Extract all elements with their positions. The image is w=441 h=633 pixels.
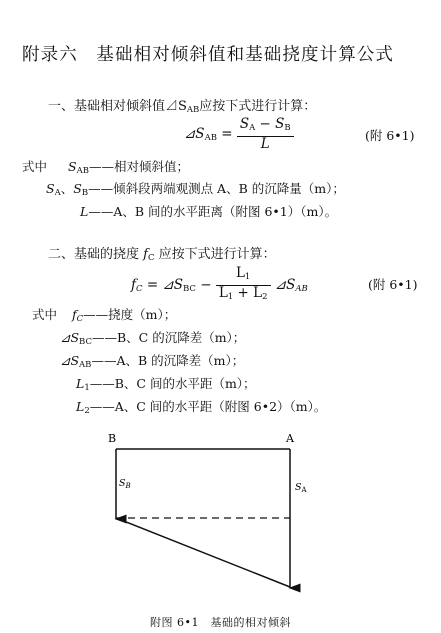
- page-title: 附录六 基础相对倾斜值和基础挠度计算公式: [22, 45, 394, 65]
- section1-heading-tail: 应按下式进行计算：: [199, 99, 317, 114]
- s2def1-dash: ——: [83, 307, 109, 322]
- formula1-denominator: L: [260, 136, 270, 152]
- figure-relative-tilt: [100, 430, 320, 602]
- def3-text: A、B 间的水平距离（附图 6•1）（m）。: [113, 204, 338, 219]
- figure-label-sa-main: S: [295, 482, 302, 493]
- section2-heading-symbol: f: [143, 247, 148, 262]
- formula1-num-b: S: [275, 116, 285, 132]
- s2def1-text: 挠度（m）；: [108, 307, 177, 322]
- figure-label-a: A: [286, 432, 294, 445]
- s2def3-dash: ——: [91, 353, 117, 368]
- formula2-term1-sub: BC: [182, 284, 196, 294]
- figure-label-b: B: [108, 432, 117, 445]
- section2-heading-text: 二、基础的挠度: [48, 247, 140, 262]
- formula2-term2: ⊿S: [274, 277, 296, 293]
- section2-def-1: [72, 305, 176, 324]
- formula1-lhs: ⊿S: [184, 126, 205, 142]
- figure-caption: 附图 6•1 基础的相对倾斜: [150, 616, 291, 629]
- s2def4-symbol: L: [76, 376, 85, 391]
- s2def2-symbol: ⊿S: [60, 330, 80, 345]
- formula2-den-a: L: [218, 285, 228, 301]
- s2def5-symbol: L: [76, 399, 85, 414]
- s2def4-dash: ——: [89, 376, 115, 391]
- formula2-den-a-sub: 1: [227, 292, 234, 302]
- def1-symbol-sub: AB: [76, 166, 89, 176]
- s2def4-text: B、C 间的水平距（m）；: [114, 376, 256, 391]
- section2-heading-tail: 应按下式进行计算：: [158, 247, 276, 262]
- formula2-den-b: L: [253, 285, 263, 301]
- section1-where-label: 式中: [22, 159, 48, 174]
- s2def5-symbol-sub: 2: [84, 406, 90, 416]
- section1-def-1: [68, 157, 189, 176]
- s2def5-text: A、C 间的水平距（附图 6•2）（m）。: [114, 399, 327, 414]
- def1-dash: ——: [88, 159, 114, 174]
- s2def2-symbol-sub: BC: [79, 337, 92, 347]
- s2def3-symbol: ⊿S: [60, 353, 80, 368]
- formula1-num-b-sub: B: [284, 123, 291, 133]
- formula1-numerator: [237, 117, 294, 137]
- section2-where-label: 式中: [32, 307, 58, 322]
- figure-label-sa: [295, 482, 308, 494]
- formula2-den-b-sub: 2: [262, 292, 268, 302]
- formula1-num-a: S: [239, 116, 250, 132]
- s2def1-symbol-sub: C: [76, 314, 84, 324]
- formula1-lhs-sub: AB: [204, 133, 217, 143]
- def2-symbol2: S: [73, 181, 82, 196]
- s2def2-dash: ——: [91, 330, 117, 345]
- section2-def-5: [76, 397, 326, 416]
- formula-2: [131, 266, 308, 305]
- def2-symbol: S: [46, 181, 55, 196]
- formula2-lhs: f: [131, 277, 136, 293]
- formula2-eq: =: [146, 277, 159, 293]
- formula2-num: L: [235, 265, 245, 281]
- formula1-minus: −: [259, 116, 271, 132]
- formula-1: [184, 117, 294, 152]
- formula2-term2-sub: AB: [295, 284, 308, 294]
- s2def4-symbol-sub: 1: [84, 383, 90, 393]
- section1-def-3: [80, 202, 337, 220]
- def2-dash: ——: [88, 181, 114, 196]
- formula2-fraction: [216, 266, 271, 305]
- section1-heading-sub: AB: [186, 105, 200, 115]
- s2def5-dash: ——: [89, 399, 115, 414]
- section1-def-2: $S_A$、$S_B——$倾斜段两端观测点 A、B 的沉降量（m）；: [46, 181, 345, 198]
- formula2-term1: ⊿S: [162, 277, 183, 293]
- figure-label-sb-main: S: [119, 478, 126, 489]
- formula2-numerator: [216, 266, 271, 286]
- def2-text: 倾斜段两端观测点 A、B 的沉降量（m）；: [113, 181, 345, 196]
- def2-symbol-sub: A: [54, 188, 61, 198]
- formula1-eq: =: [221, 126, 233, 142]
- formula1-num-a-sub: A: [249, 123, 256, 133]
- formula2-num-sub: 1: [244, 272, 251, 282]
- figure-tilt-line: [116, 518, 290, 587]
- section2-def-2: [60, 328, 245, 347]
- def1-text: 相对倾斜值；: [113, 159, 189, 174]
- s2def3-symbol-sub: AB: [79, 360, 92, 370]
- formula2-plus: +: [237, 285, 249, 301]
- figure-label-sb: [119, 478, 131, 490]
- s2def3-text: A、B 的沉降差（m）；: [116, 353, 245, 368]
- formula2-number: (附 6•1): [368, 277, 418, 292]
- section2-heading: [48, 243, 276, 263]
- def3-symbol: L: [80, 204, 89, 219]
- def3-dash: ——: [88, 204, 114, 219]
- s2def2-text: B、C 的沉降差（m）；: [116, 330, 246, 345]
- def2-symbol2-sub: B: [81, 188, 89, 198]
- formula2-denominator: [216, 286, 271, 305]
- section2-def-3: [60, 351, 244, 370]
- figure-label-sa-sub: A: [301, 486, 307, 494]
- s2def1-symbol: f: [72, 307, 77, 322]
- section1-heading: [48, 95, 316, 115]
- formula2-minus: −: [200, 277, 212, 293]
- formula1-number: (附 6•1): [365, 128, 415, 143]
- figure-label-sb-sub: B: [125, 482, 131, 490]
- formula1-fraction: [237, 117, 294, 152]
- formula2-lhs-sub: C: [136, 284, 143, 294]
- section2-heading-sub: C: [147, 253, 155, 263]
- section1-heading-text: 一、基础相对倾斜值⊿S: [48, 99, 187, 114]
- def1-symbol: S: [68, 159, 77, 174]
- section2-def-4: [76, 374, 256, 393]
